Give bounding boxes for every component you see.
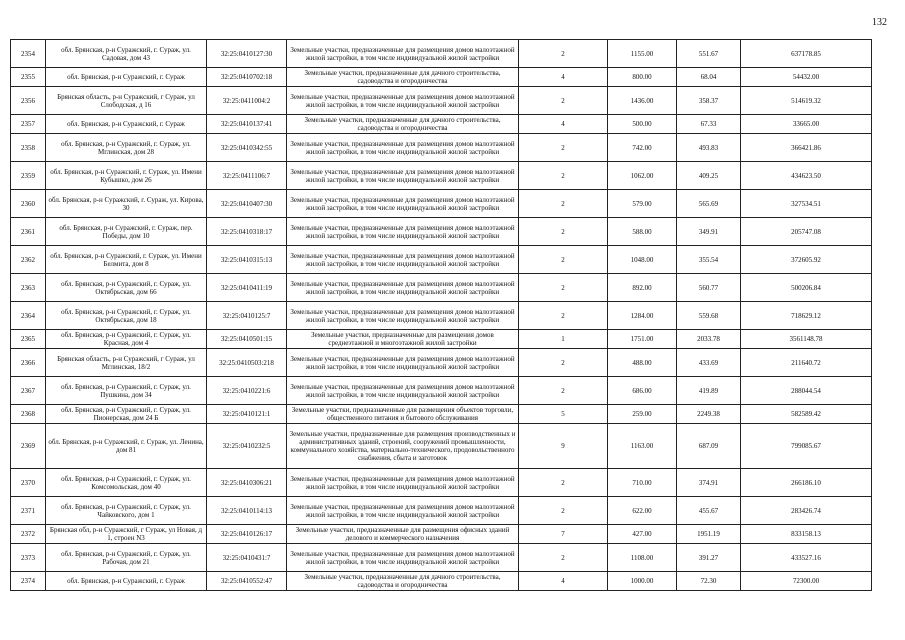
table-row [11, 424, 872, 469]
area-cell: 488.00 [608, 349, 677, 377]
cadastral-number-cell: 32:25:0410318:17 [207, 218, 287, 246]
table-row [11, 134, 872, 162]
specific-value-cell: 374.91 [677, 469, 741, 497]
specific-value-cell: 67.33 [677, 115, 741, 134]
cadastral-number-cell: 32:25:0410127:30 [207, 40, 287, 68]
row-number-cell: 2374 [11, 572, 46, 591]
area-cell: 500.00 [608, 115, 677, 134]
cadastral-value-cell: 799085.67 [741, 424, 872, 469]
use-group-cell: 4 [519, 68, 608, 87]
cadastral-number-cell: 32:25:0410306:21 [207, 469, 287, 497]
address-cell: обл. Брянская, р-н Суражский, г. Сураж [46, 572, 207, 591]
table-row [11, 330, 872, 349]
address-cell: обл. Брянская, р-н Суражский, г. Сураж, ул. Комсомольская, дом 40 [46, 469, 207, 497]
cadastral-number-cell: 32:25:0410501:15 [207, 330, 287, 349]
use-group-cell: 9 [519, 424, 608, 469]
specific-value-cell: 560.77 [677, 274, 741, 302]
table-row [11, 274, 872, 302]
land-use-cell: Земельные участки, предназначенные для размещения домов малоэтажной жилой застройки, в том числе индивидуальной жилой застройки [287, 302, 519, 330]
address-cell: Брянская область, р-н Суражский, г Сураж, ул Слободская, д 16 [46, 87, 207, 115]
specific-value-cell: 355.54 [677, 246, 741, 274]
use-group-cell: 2 [519, 218, 608, 246]
specific-value-cell: 433.69 [677, 349, 741, 377]
area-cell: 892.00 [608, 274, 677, 302]
cadastral-value-cell: 283426.74 [741, 497, 872, 525]
area-cell: 1000.00 [608, 572, 677, 591]
land-use-cell: Земельные участки, предназначенные для размещения домов малоэтажной жилой застройки, в том числе индивидуальной жилой застройки [287, 274, 519, 302]
cadastral-value-cell: 366421.86 [741, 134, 872, 162]
land-registry-table [10, 39, 872, 591]
land-use-cell: Земельные участки, предназначенные для размещения домов малоэтажной жилой застройки, в том числе индивидуальной жилой застройки [287, 134, 519, 162]
land-use-cell: Земельные участки, предназначенные для размещения офисных зданий делового и коммерческого назначения [287, 525, 519, 544]
address-cell: обл. Брянская, р-н Суражский, г. Сураж, ул. Октябрьская, дом 66 [46, 274, 207, 302]
cadastral-number-cell: 32:25:0410552:47 [207, 572, 287, 591]
cadastral-value-cell: 327534.51 [741, 190, 872, 218]
row-number-cell: 2369 [11, 424, 46, 469]
row-number-cell: 2373 [11, 544, 46, 572]
row-number-cell: 2363 [11, 274, 46, 302]
specific-value-cell: 493.83 [677, 134, 741, 162]
use-group-cell: 5 [519, 405, 608, 424]
address-cell: Брянская обл, р-н Суражский, г Сураж, ул Новая, д 1, строен N3 [46, 525, 207, 544]
row-number-cell: 2364 [11, 302, 46, 330]
cadastral-value-cell: 718629.12 [741, 302, 872, 330]
cadastral-number-cell: 32:25:0410121:1 [207, 405, 287, 424]
cadastral-value-cell: 266186.10 [741, 469, 872, 497]
land-use-cell: Земельные участки, предназначенные для размещения домов малоэтажной жилой застройки, в том числе индивидуальной жилой застройки [287, 544, 519, 572]
land-use-cell: Земельные участки, предназначенные для размещения домов малоэтажной жилой застройки, в том числе индивидуальной жилой застройки [287, 469, 519, 497]
cadastral-number-cell: 32:25:0410114:13 [207, 497, 287, 525]
land-use-cell: Земельные участки, предназначенные для размещения домов малоэтажной жилой застройки, в том числе индивидуальной жилой застройки [287, 87, 519, 115]
table-row [11, 246, 872, 274]
area-cell: 710.00 [608, 469, 677, 497]
area-cell: 1163.00 [608, 424, 677, 469]
cadastral-value-cell: 54432.00 [741, 68, 872, 87]
specific-value-cell: 1951.19 [677, 525, 741, 544]
address-cell: обл. Брянская, р-н Суражский, г. Сураж, ул. Пионерская, дом 24 Б [46, 405, 207, 424]
land-use-cell: Земельные участки, предназначенные для размещения домов малоэтажной жилой застройки, в том числе индивидуальной жилой застройки [287, 40, 519, 68]
use-group-cell: 2 [519, 134, 608, 162]
land-use-cell: Земельные участки, предназначенные для дачного строительства, садоводства и огородничества [287, 68, 519, 87]
row-number-cell: 2370 [11, 469, 46, 497]
cadastral-value-cell: 833158.13 [741, 525, 872, 544]
specific-value-cell: 391.27 [677, 544, 741, 572]
use-group-cell: 2 [519, 349, 608, 377]
address-cell: обл. Брянская, р-н Суражский, г. Сураж, ул. Пушкина, дом 34 [46, 377, 207, 405]
land-use-cell: Земельные участки, предназначенные для дачного строительства, садоводства и огородничества [287, 572, 519, 591]
cadastral-value-cell: 288044.54 [741, 377, 872, 405]
row-number-cell: 2372 [11, 525, 46, 544]
table-row [11, 544, 872, 572]
row-number-cell: 2356 [11, 87, 46, 115]
area-cell: 1048.00 [608, 246, 677, 274]
area-cell: 622.00 [608, 497, 677, 525]
cadastral-number-cell: 32:25:0410315:13 [207, 246, 287, 274]
row-number-cell: 2358 [11, 134, 46, 162]
area-cell: 800.00 [608, 68, 677, 87]
cadastral-number-cell: 32:25:0410232:5 [207, 424, 287, 469]
land-use-cell: Земельные участки, предназначенные для размещения домов малоэтажной жилой застройки, в том числе индивидуальной жилой застройки [287, 162, 519, 190]
table-row [11, 162, 872, 190]
address-cell: обл. Брянская, р-н Суражский, г. Сураж [46, 68, 207, 87]
cadastral-number-cell: 32:25:0410503:218 [207, 349, 287, 377]
specific-value-cell: 2249.38 [677, 405, 741, 424]
specific-value-cell: 455.67 [677, 497, 741, 525]
land-use-cell: Земельные участки, предназначенные для размещения домов малоэтажной жилой застройки, в том числе индивидуальной жилой застройки [287, 190, 519, 218]
row-number-cell: 2354 [11, 40, 46, 68]
area-cell: 259.00 [608, 405, 677, 424]
cadastral-value-cell: 514619.32 [741, 87, 872, 115]
address-cell: обл. Брянская, р-н Суражский, г. Сураж, ул. Имени Белмита, дом 8 [46, 246, 207, 274]
land-use-cell: Земельные участки, предназначенные для размещения домов малоэтажной жилой застройки, в том числе индивидуальной жилой застройки [287, 497, 519, 525]
row-number-cell: 2371 [11, 497, 46, 525]
specific-value-cell: 551.67 [677, 40, 741, 68]
address-cell: обл. Брянская, р-н Суражский, г. Сураж, ул. Имени Кубышко, дом 26 [46, 162, 207, 190]
cadastral-value-cell: 434623.50 [741, 162, 872, 190]
area-cell: 1062.00 [608, 162, 677, 190]
land-use-cell: Земельные участки, предназначенные для размещения домов малоэтажной жилой застройки, в том числе индивидуальной жилой застройки [287, 377, 519, 405]
row-number-cell: 2362 [11, 246, 46, 274]
specific-value-cell: 68.04 [677, 68, 741, 87]
table-row [11, 87, 872, 115]
cadastral-value-cell: 637178.85 [741, 40, 872, 68]
cadastral-number-cell: 32:25:0410125:7 [207, 302, 287, 330]
address-cell: Брянская область, р-н Суражский, г Сураж, ул Мглинская, 18/2 [46, 349, 207, 377]
table-row [11, 572, 872, 591]
area-cell: 1436.00 [608, 87, 677, 115]
specific-value-cell: 409.25 [677, 162, 741, 190]
area-cell: 1751.00 [608, 330, 677, 349]
address-cell: обл. Брянская, р-н Суражский, г. Сураж, ул. Красная, дом 4 [46, 330, 207, 349]
specific-value-cell: 419.89 [677, 377, 741, 405]
use-group-cell: 2 [519, 40, 608, 68]
use-group-cell: 2 [519, 246, 608, 274]
cadastral-value-cell: 211640.72 [741, 349, 872, 377]
table-row [11, 68, 872, 87]
use-group-cell: 2 [519, 497, 608, 525]
table-row [11, 469, 872, 497]
address-cell: обл. Брянская, р-н Суражский, г. Сураж, ул. Мглинская, дом 28 [46, 134, 207, 162]
cadastral-number-cell: 32:25:0410702:18 [207, 68, 287, 87]
area-cell: 1155.00 [608, 40, 677, 68]
specific-value-cell: 2033.78 [677, 330, 741, 349]
row-number-cell: 2368 [11, 405, 46, 424]
specific-value-cell: 349.91 [677, 218, 741, 246]
use-group-cell: 2 [519, 302, 608, 330]
row-number-cell: 2365 [11, 330, 46, 349]
land-use-cell: Земельные участки, предназначенные для размещения объектов торговли, общественного питания и бытового обслуживания [287, 405, 519, 424]
land-use-cell: Земельные участки, предназначенные для размещения производственных и административных зданий, строений, сооружений промышленности, коммунального хозяйства, материально-технического, продовольственного снабжения, сбыта и заготовок [287, 424, 519, 469]
cadastral-number-cell: 32:25:0410221:6 [207, 377, 287, 405]
land-use-cell: Земельные участки, предназначенные для размещения домов малоэтажной жилой застройки, в том числе индивидуальной жилой застройки [287, 246, 519, 274]
area-cell: 1284.00 [608, 302, 677, 330]
use-group-cell: 2 [519, 274, 608, 302]
specific-value-cell: 565.69 [677, 190, 741, 218]
specific-value-cell: 687.09 [677, 424, 741, 469]
table-row [11, 218, 872, 246]
cadastral-value-cell: 33665.00 [741, 115, 872, 134]
address-cell: обл. Брянская, р-н Суражский, г. Сураж, ул. Октябрьская, дом 18 [46, 302, 207, 330]
cadastral-number-cell: 32:25:0410407:30 [207, 190, 287, 218]
use-group-cell: 2 [519, 162, 608, 190]
address-cell: обл. Брянская, р-н Суражский, г. Сураж, пер. Победы, дом 10 [46, 218, 207, 246]
area-cell: 1108.00 [608, 544, 677, 572]
use-group-cell: 2 [519, 87, 608, 115]
use-group-cell: 2 [519, 469, 608, 497]
use-group-cell: 2 [519, 190, 608, 218]
row-number-cell: 2361 [11, 218, 46, 246]
area-cell: 579.00 [608, 190, 677, 218]
use-group-cell: 2 [519, 544, 608, 572]
table-row [11, 525, 872, 544]
address-cell: обл. Брянская, р-н Суражский, г. Сураж, ул. Чайковского, дом 1 [46, 497, 207, 525]
area-cell: 427.00 [608, 525, 677, 544]
address-cell: обл. Брянская, р-н Суражский, г. Сураж, ул. Ленина, дом 81 [46, 424, 207, 469]
use-group-cell: 4 [519, 115, 608, 134]
specific-value-cell: 72.30 [677, 572, 741, 591]
cadastral-value-cell: 372605.92 [741, 246, 872, 274]
use-group-cell: 2 [519, 377, 608, 405]
address-cell: обл. Брянская, р-н Суражский, г. Сураж, ул. Кирова, 30 [46, 190, 207, 218]
table-row [11, 302, 872, 330]
cadastral-number-cell: 32:25:0410411:19 [207, 274, 287, 302]
area-cell: 742.00 [608, 134, 677, 162]
land-use-cell: Земельные участки, предназначенные для размещения домов малоэтажной жилой застройки, в том числе индивидуальной жилой застройки [287, 349, 519, 377]
use-group-cell: 7 [519, 525, 608, 544]
cadastral-number-cell: 32:25:0410126:17 [207, 525, 287, 544]
land-use-cell: Земельные участки, предназначенные для размещения домов среднеэтажной и многоэтажной жилой застройки [287, 330, 519, 349]
specific-value-cell: 559.68 [677, 302, 741, 330]
row-number-cell: 2366 [11, 349, 46, 377]
area-cell: 686.00 [608, 377, 677, 405]
table-row [11, 349, 872, 377]
table-row [11, 497, 872, 525]
row-number-cell: 2357 [11, 115, 46, 134]
cadastral-value-cell: 500206.84 [741, 274, 872, 302]
use-group-cell: 1 [519, 330, 608, 349]
cadastral-number-cell: 32:25:0411106:7 [207, 162, 287, 190]
cadastral-number-cell: 32:25:0410431:7 [207, 544, 287, 572]
cadastral-number-cell: 32:25:0411004:2 [207, 87, 287, 115]
land-use-cell: Земельные участки, предназначенные для дачного строительства, садоводства и огородничества [287, 115, 519, 134]
address-cell: обл. Брянская, р-н Суражский, г. Сураж, ул. Рабочая, дом 21 [46, 544, 207, 572]
table-row [11, 115, 872, 134]
table-row [11, 190, 872, 218]
table-row [11, 405, 872, 424]
row-number-cell: 2355 [11, 68, 46, 87]
table-row [11, 40, 872, 68]
cadastral-value-cell: 205747.08 [741, 218, 872, 246]
row-number-cell: 2360 [11, 190, 46, 218]
cadastral-number-cell: 32:25:0410342:55 [207, 134, 287, 162]
specific-value-cell: 358.37 [677, 87, 741, 115]
row-number-cell: 2359 [11, 162, 46, 190]
cadastral-value-cell: 3561148.78 [741, 330, 872, 349]
row-number-cell: 2367 [11, 377, 46, 405]
land-use-cell: Земельные участки, предназначенные для размещения домов малоэтажной жилой застройки, в том числе индивидуальной жилой застройки [287, 218, 519, 246]
cadastral-value-cell: 582589.42 [741, 405, 872, 424]
address-cell: обл. Брянская, р-н Суражский, г. Сураж, ул. Садовая, дом 43 [46, 40, 207, 68]
page-number: 132 [872, 17, 887, 28]
cadastral-number-cell: 32:25:0410137:41 [207, 115, 287, 134]
address-cell: обл. Брянская, р-н Суражский, г. Сураж [46, 115, 207, 134]
cadastral-value-cell: 433527.16 [741, 544, 872, 572]
cadastral-value-cell: 72300.00 [741, 572, 872, 591]
table-row [11, 377, 872, 405]
area-cell: 588.00 [608, 218, 677, 246]
use-group-cell: 4 [519, 572, 608, 591]
